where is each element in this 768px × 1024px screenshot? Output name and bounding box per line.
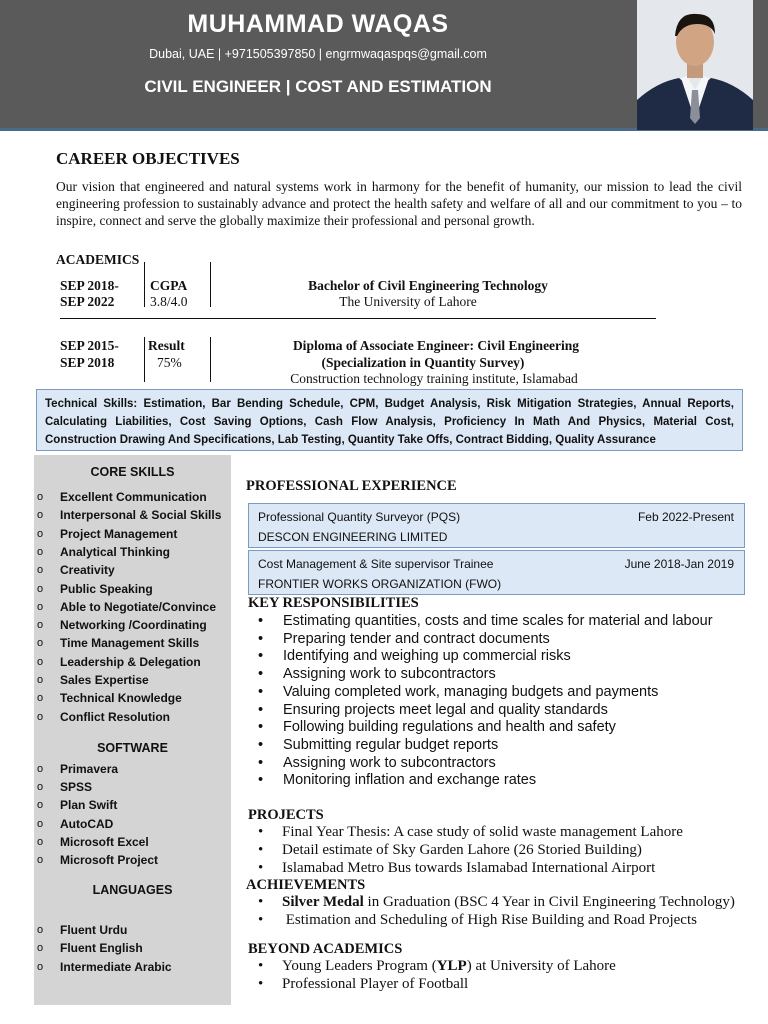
- academic-score-label: Result: [148, 338, 185, 353]
- sidebar-list-item: Interpersonal & Social Skills: [60, 508, 222, 523]
- sidebar-list-item: Leadership & Delegation: [60, 654, 201, 669]
- software-heading: SOFTWARE: [97, 741, 168, 755]
- sidebar-list-item: Able to Negotiate/Convince: [60, 599, 217, 614]
- list-item-text: Final Year Thesis: A case study of solid waste management Lahore: [282, 824, 683, 840]
- bullet-icon: •: [258, 630, 264, 647]
- list-item: [258, 860, 655, 877]
- academic-date-end: SEP 2018: [60, 355, 115, 370]
- responsibilities-heading: KEY RESPONSIBILITIES: [248, 595, 419, 611]
- achievement-text: in Graduation (BSC 4 Year in Civil Engineering Technology): [363, 894, 735, 910]
- experience-entry: [248, 503, 745, 548]
- sidebar-list-item: Microsoft Project: [60, 853, 159, 867]
- achievement-item: [258, 912, 697, 929]
- beyond-text: Professional Player of Football: [282, 976, 469, 992]
- beyond-text: ) at University of Lahore: [466, 958, 616, 974]
- bullet-icon: •: [258, 912, 264, 928]
- sidebar-list-item: Time Management Skills: [60, 636, 200, 651]
- list-item-text: Assigning work to subcontractors: [283, 666, 496, 683]
- bullet-icon: •: [258, 824, 264, 840]
- list-item: [258, 684, 658, 700]
- candidate-name: MUHAMMAD WAQAS: [187, 10, 449, 38]
- sidebar-list-item: Fluent English: [60, 941, 143, 956]
- degree-title: Bachelor of Civil Engineering Technology: [308, 278, 548, 293]
- list-item: [258, 772, 536, 788]
- sidebar-list-item: Plan Swift: [60, 798, 118, 813]
- list-item-text: Submitting regular budget reports: [283, 736, 499, 753]
- degree-institution: The University of Lahore: [339, 294, 477, 309]
- bullet-icon: o: [37, 509, 44, 522]
- career-objectives-heading: CAREER OBJECTIVES: [56, 149, 240, 168]
- bullet-icon: •: [258, 648, 264, 665]
- sidebar-list-item: Analytical Thinking: [60, 544, 171, 559]
- job-dates: June 2018-Jan 2019: [624, 557, 734, 571]
- experience-entry: [248, 550, 745, 595]
- list-item: [258, 648, 571, 664]
- job-title: Professional Quantity Surveyor (PQS): [258, 510, 461, 524]
- sidebar-list-item: Fluent Urdu: [60, 923, 128, 937]
- beyond-item: [258, 958, 616, 975]
- bullet-icon: •: [258, 842, 264, 859]
- bullet-icon: •: [258, 683, 264, 700]
- job-title: Cost Management & Site supervisor Trainee: [258, 557, 494, 571]
- bullet-icon: o: [37, 600, 44, 613]
- job-company: DESCON ENGINEERING LIMITED: [258, 530, 448, 544]
- list-item-text: Monitoring inflation and exchange rates: [283, 772, 537, 789]
- achievement-item: [258, 894, 735, 911]
- job-role: CIVIL ENGINEER | COST AND ESTIMATION: [144, 77, 492, 96]
- divider-line: [210, 337, 211, 382]
- job-company: FRONTIER WORKS ORGANIZATION (FWO): [258, 577, 502, 591]
- academic-score-label: CGPA: [150, 278, 188, 293]
- sidebar-list-item: Creativity: [60, 563, 115, 578]
- academic-date-start: SEP 2015-: [60, 338, 119, 353]
- academic-date-end: SEP 2022: [60, 294, 115, 309]
- diploma-title: Diploma of Associate Engineer: Civil Engineering: [292, 338, 580, 353]
- bullet-icon: o: [37, 854, 44, 866]
- bullet-icon: •: [258, 719, 264, 736]
- list-item: [258, 719, 616, 735]
- list-item: [258, 842, 642, 859]
- bullet-icon: •: [258, 860, 264, 877]
- diploma-institution: Construction technology training institute, Islamabad: [290, 371, 578, 386]
- profile-photo: [637, 0, 753, 130]
- bullet-icon: •: [258, 666, 264, 683]
- bullet-icon: •: [258, 736, 264, 753]
- bullet-icon: o: [37, 582, 44, 595]
- bullet-icon: o: [37, 817, 44, 830]
- list-item-text: Estimating quantities, costs and time scales for material and labour: [283, 613, 713, 629]
- experience-heading: PROFESSIONAL EXPERIENCE: [246, 478, 457, 494]
- academic-score-value: 75%: [157, 355, 182, 370]
- bullet-icon: o: [37, 674, 44, 686]
- list-item-text: Detail estimate of Sky Garden Lahore (26 Storied Building): [282, 842, 642, 859]
- list-item: [258, 755, 496, 771]
- bullet-icon: o: [37, 799, 44, 812]
- divider-line: [144, 262, 145, 307]
- sidebar-list-item: Intermediate Arabic: [60, 959, 172, 974]
- list-item: [258, 613, 713, 629]
- bullet-icon: •: [258, 958, 264, 974]
- bullet-icon: o: [37, 835, 44, 848]
- bullet-icon: o: [37, 637, 44, 650]
- achievement-highlight: Silver Medal: [282, 894, 364, 910]
- bullet-icon: o: [37, 710, 44, 723]
- list-item-text: Identifying and weighing up commercial risks: [283, 648, 571, 665]
- languages-heading: LANGUAGES: [92, 883, 173, 897]
- bullet-icon: o: [37, 564, 44, 577]
- list-item-text: Assigning work to subcontractors: [283, 754, 496, 771]
- sidebar-list-item: Networking /Coordinating: [60, 618, 207, 633]
- bullet-icon: •: [258, 976, 264, 992]
- sidebar-list-item: Conflict Resolution: [60, 709, 170, 724]
- sidebar-list-item: Sales Expertise: [60, 673, 149, 687]
- projects-heading: PROJECTS: [248, 807, 324, 823]
- bullet-icon: •: [258, 754, 264, 771]
- academic-score-value: 3.8/4.0: [150, 294, 188, 309]
- academics-heading: ACADEMICS: [56, 252, 140, 267]
- sidebar-list-item: Project Management: [60, 526, 178, 541]
- bullet-icon: o: [37, 781, 44, 794]
- beyond-item: [258, 976, 468, 993]
- list-item: [258, 737, 498, 753]
- job-dates: Feb 2022-Present: [637, 510, 734, 524]
- list-item: [258, 631, 550, 647]
- bullet-icon: o: [37, 527, 44, 540]
- list-item: [258, 666, 496, 682]
- sidebar-list-item: Excellent Communication: [60, 490, 207, 504]
- sidebar-list-item: Primavera: [60, 762, 119, 776]
- list-item: [258, 702, 608, 718]
- list-item-text: Valuing completed work, managing budgets and payments: [283, 683, 659, 700]
- list-item-text: Following building regulations and health and safety: [283, 719, 616, 736]
- bullet-icon: •: [258, 772, 264, 789]
- bullet-icon: •: [258, 894, 264, 910]
- bullet-icon: o: [37, 924, 44, 936]
- technical-skills-box: Technical Skills: Estimation, Bar Bending Schedule, CPM, Budget Analysis, Risk Mitigation Strategies, Annual Reports, Calculating Liabilities, Cost Saving Options, Cash Flow Analysis, Proficiency In Math And Physics, Material Cost, Construction Drawing And Specifications, Lab Testing, Quantity Take Offs, Contract Bidding, Quality Assurance: [36, 389, 743, 451]
- sidebar-list-item: Public Speaking: [60, 581, 153, 596]
- bullet-icon: o: [37, 655, 44, 668]
- core-skills-heading: CORE SKILLS: [90, 465, 175, 479]
- career-objectives-text: Our vision that engineered and natural systems work in harmony for the benefit of humanity, our mission to lead the civil engineering profession to sustainably advance and protect the health safety and welfare of all and our commitment to you – to inspire, connect and serve the globally maximize their professional and personal growth.: [56, 179, 742, 228]
- sidebar-list-item: Technical Knowledge: [60, 691, 182, 706]
- bullet-icon: o: [37, 942, 44, 955]
- bullet-icon: •: [258, 701, 264, 718]
- achievement-text: Estimation and Scheduling of High Rise Building and Road Projects: [282, 912, 697, 928]
- divider-line: [144, 337, 145, 382]
- bullet-icon: o: [37, 619, 44, 632]
- sidebar-list-item: SPSS: [60, 780, 93, 795]
- beyond-academics-heading: BEYOND ACADEMICS: [248, 941, 403, 957]
- sidebar-list-item: Microsoft Excel: [60, 834, 149, 849]
- sidebar-list-item: AutoCAD: [60, 816, 114, 831]
- academics-separator: [60, 318, 656, 319]
- diploma-subtitle: (Specialization in Quantity Survey): [321, 355, 525, 370]
- list-item-text: Preparing tender and contract documents: [283, 630, 550, 647]
- contact-info: Dubai, UAE | +971505397850 | engrmwaqaspqs@gmail.com: [149, 47, 487, 61]
- list-item: [258, 824, 683, 841]
- beyond-highlight: YLP: [436, 958, 467, 974]
- academic-date-start: SEP 2018-: [60, 278, 119, 293]
- list-item-text: Islamabad Metro Bus towards Islamabad International Airport: [282, 860, 656, 877]
- bullet-icon: o: [37, 692, 44, 705]
- bullet-icon: o: [37, 491, 44, 503]
- bullet-icon: o: [37, 960, 44, 973]
- beyond-text: Young Leaders Program (: [282, 958, 437, 974]
- bullet-icon: o: [37, 763, 44, 775]
- list-item-text: Ensuring projects meet legal and quality standards: [283, 701, 608, 718]
- bullet-icon: •: [258, 613, 264, 629]
- profile-photo-illustration: [637, 0, 753, 130]
- bullet-icon: o: [37, 545, 44, 558]
- achievements-heading: ACHIEVEMENTS: [246, 877, 366, 893]
